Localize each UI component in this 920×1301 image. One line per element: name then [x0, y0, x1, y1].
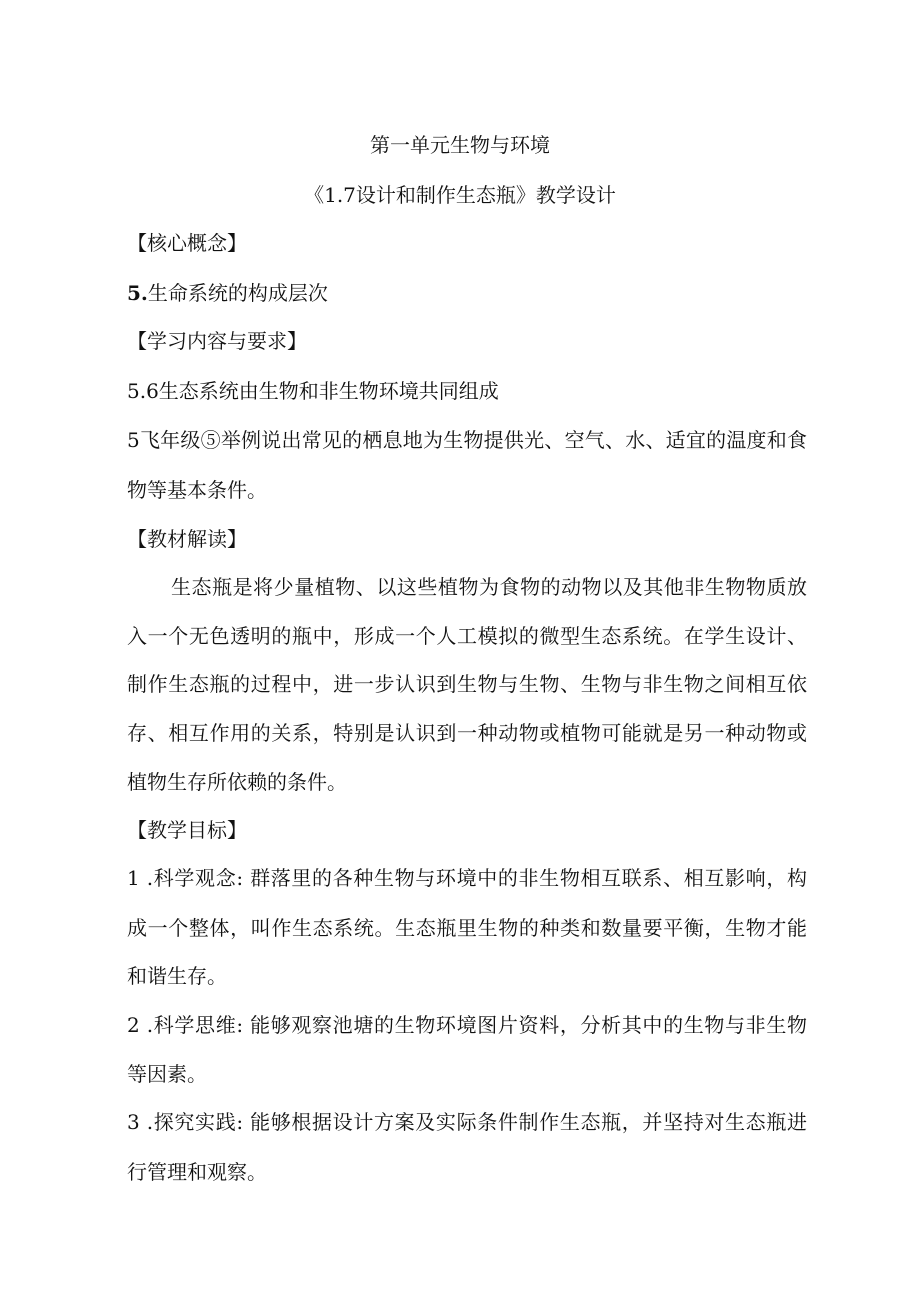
- textbook-reading-line: 存、相互作用的关系，特别是认识到一种动物或植物可能就是另一种动物或: [127, 721, 807, 745]
- lesson-title: 《1.7设计和制作生态瓶》教学设计: [304, 183, 616, 207]
- core-concept-item-text: 生命系统的构成层次: [147, 281, 328, 305]
- goal-1-line: 成一个整体，叫作生态系统。生态瓶里生物的种类和数量要平衡，生物才能: [127, 916, 807, 940]
- learning-requirements-heading: 【学习内容与要求】: [127, 329, 307, 353]
- core-concept-item: [127, 281, 807, 305]
- teaching-goals-heading: 【教学目标】: [127, 818, 247, 842]
- learning-requirement-detail-line: 5飞年级⑤举例说出常见的栖息地为生物提供光、空气、水、适宜的温度和食: [127, 428, 807, 452]
- textbook-reading-line: 入一个无色透明的瓶中，形成一个人工模拟的微型生态系统。在学生设计、: [127, 624, 807, 648]
- learning-requirement-item: 5.6生态系统由生物和非生物环境共同组成: [127, 379, 499, 403]
- goal-2-line: 2 .科学思维: 能够观察池塘的生物环境图片资料，分析其中的生物与非生物: [127, 1013, 807, 1037]
- goal-1-line: 1 .科学观念: 群落里的各种生物与环境中的非生物相互联系、相互影响，构: [127, 866, 807, 890]
- textbook-reading-line: 植物生存所依赖的条件。: [127, 770, 347, 794]
- textbook-reading-line: 制作生态瓶的过程中，进一步认识到生物与生物、生物与非生物之间相互依: [127, 672, 807, 696]
- goal-1-line: 和谐生存。: [127, 964, 227, 988]
- goal-3-line: 3 .探究实践: 能够根据设计方案及实际条件制作生态瓶，并坚持对生态瓶进: [127, 1110, 807, 1134]
- unit-title: 第一单元生物与环境: [370, 133, 550, 157]
- textbook-reading-line: 生态瓶是将少量植物、以这些植物为食物的动物以及其他非生物物质放: [171, 575, 807, 599]
- textbook-reading-heading: 【教材解读】: [127, 527, 247, 551]
- goal-3-line: 行管理和观察。: [127, 1160, 267, 1184]
- core-concept-heading: 【核心概念】: [127, 231, 247, 255]
- core-concept-item-number: 5.: [127, 281, 148, 305]
- learning-requirement-detail-line: 物等基本条件。: [127, 478, 267, 502]
- goal-2-line: 等因素。: [127, 1062, 207, 1086]
